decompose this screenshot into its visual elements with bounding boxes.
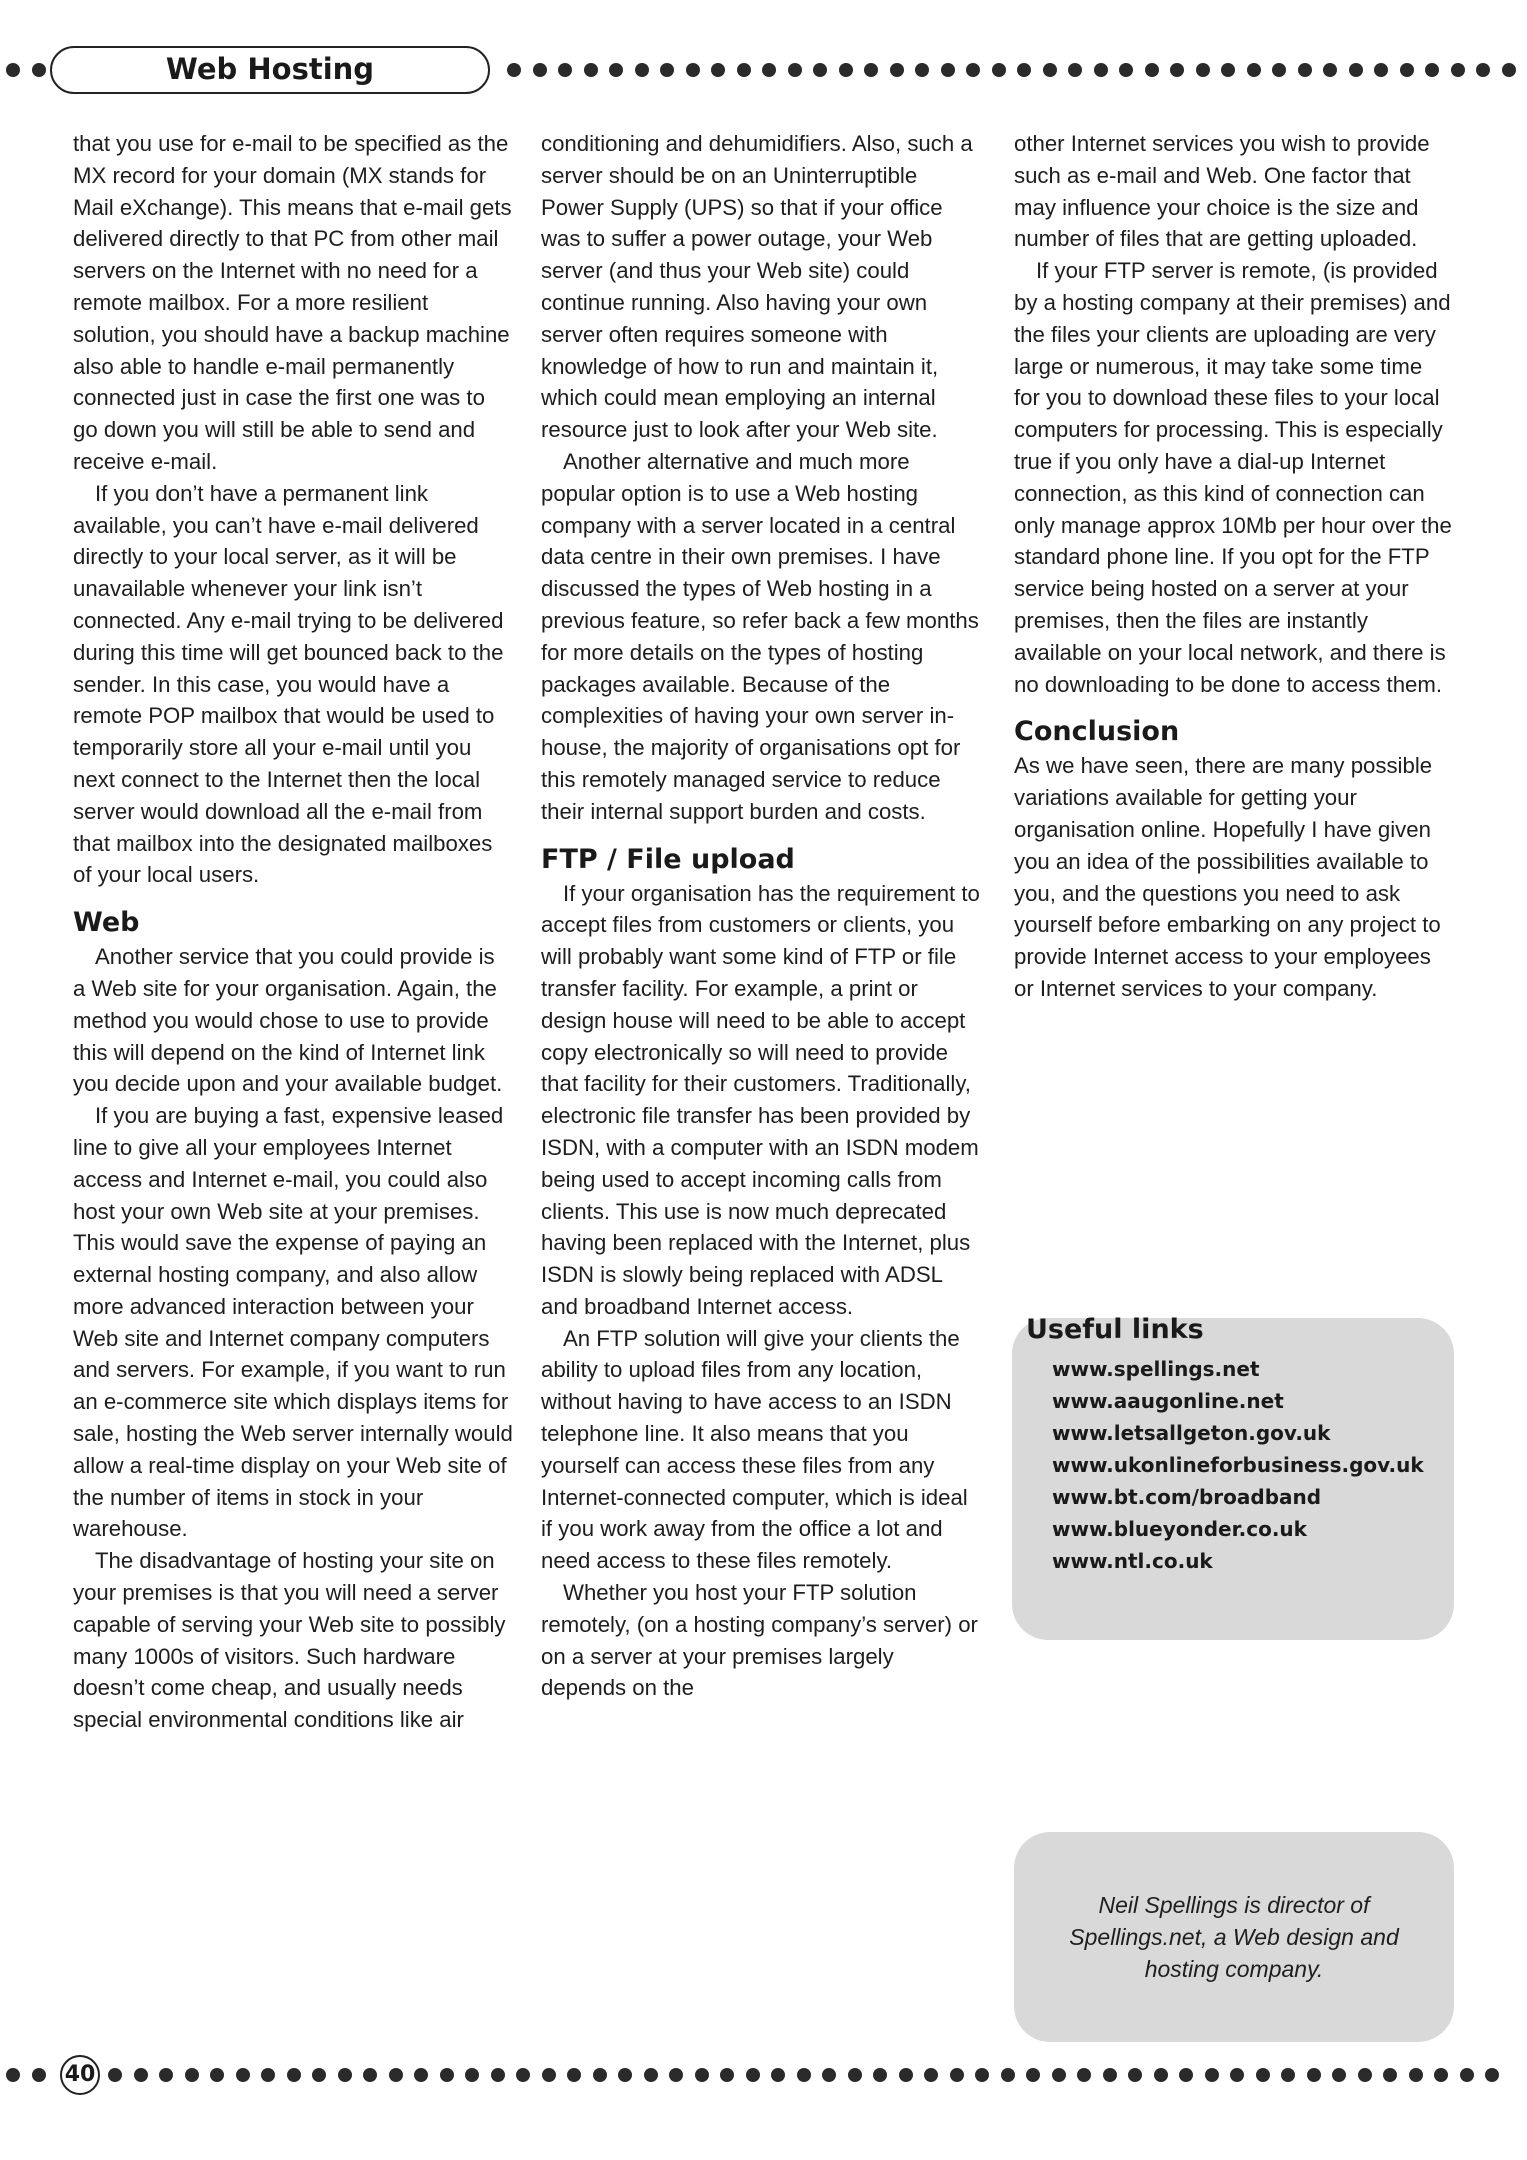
decorative-dot xyxy=(1349,63,1363,77)
paragraph: Whether you host your FTP solution remotely, (on a hosting company’s server) or on a server at your premises largely depends on the xyxy=(541,1580,978,1701)
decorative-dot xyxy=(1485,2068,1499,2082)
section-heading: FTP / File upload xyxy=(541,843,795,875)
paragraph: As we have seen, there are many possible variations available for getting your organisation online. Hopefully I have given you an idea of the possibilities available to you, and the questions you need to ask yourself before embarking on any project to provide Internet access to your employees or Internet services to your company. xyxy=(1014,753,1441,1001)
paragraph: conditioning and dehumidifiers. Also, such a server should be on an Uninterruptible Power Supply (UPS) so that if your office was to suffer a power outage, your Web server (and thus your Web site) could continue running. Also having your own server often requires someone with knowledge of how to run and maintain it, which could mean employing an internal resource just to look after your Web site. xyxy=(541,131,973,443)
decorative-dot xyxy=(1374,63,1388,77)
decorative-dot xyxy=(1460,2068,1474,2082)
decorative-dot xyxy=(1205,2068,1219,2082)
paragraph: Another service that you could provide is a Web site for your organisation. Again, the method you would chose to use to provide this will depend on the kind of Internet link you decide upon and your available budget. xyxy=(73,944,503,1097)
useful-links-list xyxy=(1052,1353,1424,1577)
useful-link[interactable]: www.ntl.co.uk xyxy=(1052,1549,1213,1573)
header-dots-left xyxy=(6,63,46,77)
header-dots-right xyxy=(507,63,1516,77)
useful-link[interactable]: www.aaugonline.net xyxy=(1052,1389,1284,1413)
decorative-dot xyxy=(669,2068,683,2082)
decorative-dot xyxy=(440,2068,454,2082)
decorative-dot xyxy=(1281,2068,1295,2082)
section-heading: Conclusion xyxy=(1014,716,1180,748)
decorative-dot xyxy=(992,63,1006,77)
paragraph: The disadvantage of hosting your site on your premises is that you will need a server capable of serving your Web site to possibly many 1000s of visitors. Such hardware doesn’t come cheap, and usually needs special environmental conditions like air xyxy=(73,1548,506,1733)
decorative-dot xyxy=(1196,63,1210,77)
decorative-dot xyxy=(660,63,674,77)
decorative-dot xyxy=(507,63,521,77)
decorative-dot xyxy=(236,2068,250,2082)
decorative-dot xyxy=(618,2068,632,2082)
footer-dots-right xyxy=(108,2068,1499,2082)
author-bio-box xyxy=(1014,1832,1454,2042)
paragraph: Another alternative and much more popular option is to use a Web hosting company with a server located in a central data centre in their own premises. I have discussed the types of Web hosting in a previous feature, so refer back a few months for more details on the types of hosting packages available. Because of the complexities of having your own server in-house, the majority of organisations opt for this remotely managed service to reduce their internal support burden and costs. xyxy=(541,448,979,824)
decorative-dot xyxy=(1001,2068,1015,2082)
paragraph: If you don’t have a permanent link available, you can’t have e-mail delivered directly to your local server, as it will be unavailable whenever your link isn’t connected. Any e-mail trying to be delivered during this time will get bounced back to the sender. In this case, you would have a remote POP mailbox that would be used to temporarily store all your e-mail until you next connect to the Internet then the local server would download all the e-mail from that mailbox into the designated mailboxes of your local users. xyxy=(73,480,504,888)
decorative-dot xyxy=(159,2068,173,2082)
decorative-dot xyxy=(1043,63,1057,77)
decorative-dot xyxy=(338,2068,352,2082)
decorative-dot xyxy=(797,2068,811,2082)
useful-link[interactable]: www.letsallgeton.gov.uk xyxy=(1052,1421,1331,1445)
decorative-dot xyxy=(890,63,904,77)
header-dot xyxy=(32,63,46,77)
decorative-dot xyxy=(1332,2068,1346,2082)
decorative-dot xyxy=(609,63,623,77)
useful-link[interactable]: www.spellings.net xyxy=(1052,1357,1260,1381)
section-title: Web Hosting xyxy=(50,46,490,94)
decorative-dot xyxy=(848,2068,862,2082)
author-bio-text: Neil Spellings is director of Spellings.net, a Web design and hosting company. xyxy=(1069,1892,1399,1982)
decorative-dot xyxy=(1434,2068,1448,2082)
decorative-dot xyxy=(1094,63,1108,77)
decorative-dot xyxy=(644,2068,658,2082)
decorative-dot xyxy=(185,2068,199,2082)
decorative-dot xyxy=(1298,63,1312,77)
decorative-dot xyxy=(558,63,572,77)
decorative-dot xyxy=(389,2068,403,2082)
decorative-dot xyxy=(1230,2068,1244,2082)
decorative-dot xyxy=(813,63,827,77)
paragraph: If your FTP server is remote, (is provided by a hosting company at their premises) and the files your clients are uploading are very large or numerous, it may take some time for you to download these files to your local computers for processing. This is especially true if you only have a dial-up Internet connection, as this kind of connection can only manage approx 10Mb per hour over the standard phone line. If you opt for the FTP service being hosted on a server at your premises, then the files are instantly available on your local network, and there is no downloading to be done to access them. xyxy=(1014,258,1452,697)
decorative-dot xyxy=(941,63,955,77)
decorative-dot xyxy=(1154,2068,1168,2082)
paragraph: If your organisation has the requirement to accept files from customers or clients, you will probably want some kind of FTP or file transfer facility. For example, a print or design house will need to be able to accept copy electronically so will need to provide that facility for their customers. Traditionally, electronic file transfer has been provided by ISDN, with a computer with an ISDN modem being used to accept incoming calls from clients. This use is now much deprecated having been replaced with the Internet, plus ISDN is slowly being replaced with ADSL and broadband Internet access. xyxy=(541,880,980,1319)
article-column-1 xyxy=(73,128,513,1736)
page-number: 40 xyxy=(60,2055,100,2095)
decorative-dot xyxy=(261,2068,275,2082)
decorative-dot xyxy=(864,63,878,77)
decorative-dot xyxy=(788,63,802,77)
decorative-dot xyxy=(287,2068,301,2082)
decorative-dot xyxy=(1425,63,1439,77)
decorative-dot xyxy=(1026,2068,1040,2082)
decorative-dot xyxy=(1052,2068,1066,2082)
decorative-dot xyxy=(593,2068,607,2082)
decorative-dot xyxy=(1128,2068,1142,2082)
decorative-dot xyxy=(516,2068,530,2082)
useful-links-title: Useful links xyxy=(1026,1314,1204,1345)
decorative-dot xyxy=(899,2068,913,2082)
decorative-dot xyxy=(533,63,547,77)
decorative-dot xyxy=(1323,63,1337,77)
page-footer xyxy=(0,2050,1527,2100)
section-heading: Web xyxy=(73,907,140,939)
decorative-dot xyxy=(873,2068,887,2082)
decorative-dot xyxy=(1272,63,1286,77)
decorative-dot xyxy=(1179,2068,1193,2082)
decorative-dot xyxy=(746,2068,760,2082)
decorative-dot xyxy=(1451,63,1465,77)
useful-link[interactable]: www.bt.com/broadband xyxy=(1052,1485,1322,1509)
useful-link[interactable]: www.blueyonder.co.uk xyxy=(1052,1517,1307,1541)
decorative-dot xyxy=(134,2068,148,2082)
paragraph: An FTP solution will give your clients the ability to upload files from any location, without having to have access to an ISDN telephone line. It also means that you yourself can access these files from any Internet-connected computer, which is ideal if you work away from the office a lot and need access to these files remotely. xyxy=(541,1325,968,1574)
decorative-dot xyxy=(915,63,929,77)
decorative-dot xyxy=(686,63,700,77)
decorative-dot xyxy=(108,2068,122,2082)
decorative-dot xyxy=(966,63,980,77)
decorative-dot xyxy=(762,63,776,77)
article-column-3 xyxy=(1014,128,1454,1005)
paragraph: that you use for e-mail to be specified as the MX record for your domain (MX stands for Mail eXchange). This means that e-mail gets delivered directly to that PC from other mail servers on the Internet with no need for a remote mailbox. For a more resilient solution, you should have a backup machine also able to handle e-mail permanently connected just in case the first one was to go down you will still be able to send and receive e-mail. xyxy=(73,131,512,474)
footer-dot xyxy=(6,2068,20,2082)
decorative-dot xyxy=(1170,63,1184,77)
decorative-dot xyxy=(1307,2068,1321,2082)
decorative-dot xyxy=(1221,63,1235,77)
decorative-dot xyxy=(491,2068,505,2082)
decorative-dot xyxy=(1256,2068,1270,2082)
decorative-dot xyxy=(1077,2068,1091,2082)
decorative-dot xyxy=(1119,63,1133,77)
decorative-dot xyxy=(567,2068,581,2082)
decorative-dot xyxy=(312,2068,326,2082)
decorative-dot xyxy=(950,2068,964,2082)
decorative-dot xyxy=(1068,63,1082,77)
paragraph: other Internet services you wish to provide such as e-mail and Web. One factor that may influence your choice is the size and number of files that are getting uploaded. xyxy=(1014,131,1430,252)
paragraph: If you are buying a fast, expensive leased line to give all your employees Internet access and Internet e-mail, you could also host your own Web site at your premises. This would save the expense of paying an external hosting company, and also allow more advanced interaction between your Web site and Internet company computers and servers. For example, if you want to run an e-commerce site which displays items for sale, hosting the Web server internally would allow a real-time display on your Web site of the number of items in stock in your warehouse. xyxy=(73,1103,513,1542)
header-dot xyxy=(6,63,20,77)
decorative-dot xyxy=(1476,63,1490,77)
article-column-2 xyxy=(541,128,981,1704)
decorative-dot xyxy=(711,63,725,77)
decorative-dot xyxy=(363,2068,377,2082)
decorative-dot xyxy=(771,2068,785,2082)
decorative-dot xyxy=(1017,63,1031,77)
decorative-dot xyxy=(975,2068,989,2082)
page-header xyxy=(0,38,1527,108)
decorative-dot xyxy=(210,2068,224,2082)
decorative-dot xyxy=(414,2068,428,2082)
decorative-dot xyxy=(1409,2068,1423,2082)
footer-dots-left xyxy=(6,2068,46,2082)
decorative-dot xyxy=(737,63,751,77)
decorative-dot xyxy=(720,2068,734,2082)
decorative-dot xyxy=(542,2068,556,2082)
decorative-dot xyxy=(1103,2068,1117,2082)
decorative-dot xyxy=(635,63,649,77)
decorative-dot xyxy=(1502,63,1516,77)
footer-dot xyxy=(32,2068,46,2082)
decorative-dot xyxy=(1400,63,1414,77)
decorative-dot xyxy=(1247,63,1261,77)
useful-link[interactable]: www.ukonlineforbusiness.gov.uk xyxy=(1052,1453,1424,1477)
decorative-dot xyxy=(1383,2068,1397,2082)
decorative-dot xyxy=(839,63,853,77)
decorative-dot xyxy=(584,63,598,77)
decorative-dot xyxy=(1145,63,1159,77)
decorative-dot xyxy=(822,2068,836,2082)
decorative-dot xyxy=(924,2068,938,2082)
decorative-dot xyxy=(1358,2068,1372,2082)
decorative-dot xyxy=(465,2068,479,2082)
decorative-dot xyxy=(695,2068,709,2082)
